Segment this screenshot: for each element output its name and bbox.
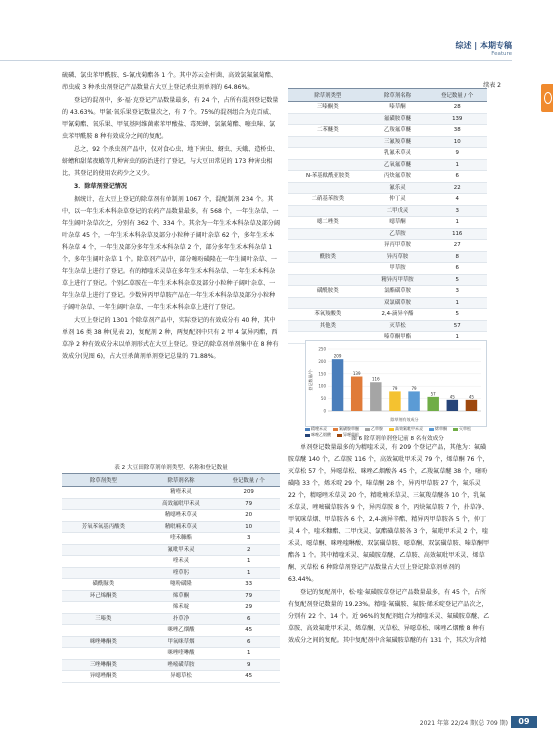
table-row	[62, 636, 280, 648]
table-cell: 209	[217, 487, 280, 499]
table-cell: 3	[427, 286, 487, 298]
table-cell: 噁二唑类	[288, 217, 368, 229]
data-label: 57	[430, 391, 436, 397]
table-cell	[62, 556, 145, 568]
table-cell: 三嗪类	[62, 613, 145, 625]
legend-label: 高效氟吡甲禾灵	[395, 426, 423, 431]
y-tick-label: 50	[320, 396, 326, 402]
table-cell: 其他类	[288, 320, 368, 332]
table-cell: 三氟羧草醚	[368, 136, 428, 148]
table-header: 登记数量 / 个	[427, 89, 487, 102]
table-cell	[288, 228, 368, 240]
table-row	[288, 136, 487, 148]
bar	[427, 397, 438, 411]
table-cell: 苯氧羧酸类	[288, 309, 368, 321]
table-row	[62, 556, 280, 568]
bar	[408, 391, 419, 411]
table-cell	[62, 510, 145, 522]
table-cell: 79	[217, 590, 280, 602]
section-heading: 3．除草剂登记情况	[74, 183, 127, 190]
table-row	[288, 113, 487, 125]
paragraph: 登记的混剂中，多·福·克登记产品数量最多，有 24 个，占所有混剂登记数量的 43.63%。甲氰·氧乐果登记数量次之，有 7 个。75%的混剂组合为克百威、甲氰菊酯、氧乐果、甲氧基阿维菌素苯甲酸盐、毒死蜱、氯氰菊酯、噻虫嗪、氯虫苯甲酰胺 8 种有效成分之间的复配。	[62, 97, 279, 140]
table-cell: 2,4-滴异辛酯	[368, 309, 428, 321]
table-cell: 10	[427, 136, 487, 148]
data-label: 139	[352, 371, 361, 377]
table-cell: 2	[217, 544, 280, 556]
table-row	[288, 194, 487, 206]
table-cell: 20	[217, 510, 280, 522]
table-row	[288, 286, 487, 298]
data-label: 79	[411, 385, 417, 391]
table-cell	[62, 625, 145, 637]
table-row	[62, 602, 280, 614]
table-row	[62, 521, 280, 533]
table-cell: 6	[217, 613, 280, 625]
table-cell: 喹禾灵	[145, 556, 218, 568]
table-row	[288, 309, 487, 321]
table-row	[62, 671, 280, 683]
table-row	[62, 659, 280, 671]
table-cell: 乙草胺	[368, 228, 428, 240]
table-cell: 仲丁灵	[368, 194, 428, 206]
table-cell: 5	[427, 309, 487, 321]
table-cell: 3	[427, 205, 487, 217]
table-cell: 10	[217, 521, 280, 533]
table-row	[62, 544, 280, 556]
table-row	[288, 251, 487, 263]
table-cell: 丙炔氟草胺	[368, 171, 428, 183]
bar	[351, 377, 362, 411]
table-cell: 1	[217, 648, 280, 660]
table-row	[62, 648, 280, 660]
table-cell: 9	[427, 148, 487, 160]
table-row	[62, 510, 280, 522]
legend-label: 氟磺胺草醚	[339, 426, 359, 431]
table-cell: 嗪草酮	[368, 102, 428, 114]
bar	[332, 359, 343, 411]
table-cell: 6	[427, 171, 487, 183]
table-cell: 8	[427, 251, 487, 263]
table-cell	[288, 205, 368, 217]
table-cell: 22	[427, 182, 487, 194]
table-cell: 甲草胺	[368, 263, 428, 275]
table-cell: 环己烯酮类	[62, 590, 145, 602]
table-row	[288, 148, 487, 160]
data-label: 45	[449, 394, 455, 400]
table-cell: 喹草肟	[145, 567, 218, 579]
table-cell: 二硝基苯胺类	[288, 194, 368, 206]
table-cell: 双氯磺草胺	[368, 297, 428, 309]
chart-svg	[306, 341, 486, 426]
table-row	[62, 590, 280, 602]
table-cell	[62, 648, 145, 660]
table-cell: 139	[427, 113, 487, 125]
y-tick-label: 150	[318, 371, 326, 377]
table-cell: 异丙草胺	[368, 251, 428, 263]
table-cell: 二苯醚类	[288, 125, 368, 137]
table-cell: 45	[217, 671, 280, 683]
legend-swatch	[305, 428, 310, 431]
table-header: 除草剂类型	[288, 89, 368, 102]
table-cell	[288, 297, 368, 309]
table-cell: 精吡喃禾草灵	[145, 521, 218, 533]
bar	[389, 391, 400, 411]
table-cell: 甲氧咪草烟	[145, 636, 218, 648]
legend-label: 乙草胺	[371, 426, 383, 431]
table-header: 除草剂名称	[145, 474, 218, 487]
paragraph: 单剂登记数量最多的为精喹禾灵，有 209 个登记产品，其他为：氟磺胺草醚 140 个，乙草胺 116 个，高效氟吡甲禾灵 79 个，烯草酮 76 个，灭草松 57 个，异噁草松、咪唑乙烟酸各 45 个，乙羧氟草醚 38 个，噻吩磺隆 33 个，烯禾啶 29 个，嗪草酮 28 个，异丙甲草胺 27 个，氟乐灵 22 个，精噁唑禾草灵 20 个，精吡喃禾草灵、三氟羧草醚各 10 个，乳氟禾草灵、唑嘧磺草胺各 9 个，异丙草胺 8 个，丙炔氟草胺 7 个，扑草净、甲氧咪草烟、甲草胺各 6 个，2,4-滴异辛酯、精异丙甲草胺各 5 个，仲丁灵 4 个，喹禾糠酯、二甲戊灵、氯酯磺草胺各 3 个，氟吡甲禾灵 2 个，喹禾灵、噁草酮、咪唑喹啉酸、双氯磺草胺、噁草酮、双氯磺草胺、嗪草酮甲酯各 1 个。其中精喹禾灵、氟磺胺草醚、乙草胺、高效氟吡甲禾灵、烯草酮、灭草松 6 种除草剂登记产品数量占大豆上登记除草剂单剂的 63.44%。	[288, 444, 490, 583]
table-cell: 38	[427, 125, 487, 137]
table-cell: 33	[217, 579, 280, 591]
table-cell: 6	[217, 636, 280, 648]
paragraph: 总之，92 个杀虫剂产品中，仅对食心虫、地下害虫、蚜虫、天蛾、造桥虫、蛴螬和甜菜夜蛾等几种害虫的防治进行了登记，与大豆田常见的 173 种害虫相比，其登记的使用农药少之又少。	[62, 146, 279, 177]
paragraph: 据统计，在大豆上登记的除草剂有单制剂 1067 个，混配制剂 234 个。其中，以一年生禾本科杂草登记的农药产品数量最多，有 568 个，一年生杂草、一年生阔叶杂草次之，分别有 362 个、334 个。其余为一年生禾本科杂草及部分阔叶杂草 45 个，一年生禾本科杂草及部分小粒种子阔叶杂草 62 个，多年生禾本科杂草 4 个，一年生及部分多年生禾本科杂草 2 个，部分多年生禾本科杂草 1 个，多年生阔叶杂草 1 个。除草剂产品中，部分噻吩磺隆在一年生阔叶杂草、一年生杂草上进行了登记。有的精喹禾灵草在多年生禾本科杂草、一年生禾本科杂草上进行了登记。个别乙草胺在一年生禾本科杂草及部分小粒种子阔叶杂草、一年生杂草上进行了登记。少数异丙甲草胺产品在一年生禾本科杂草及部分小粒种子阔叶杂草、一年生阔叶杂草、一年生禾本科杂草上进行了登记。	[62, 196, 280, 311]
table-cell: 29	[217, 602, 280, 614]
table-cell: 扑草净	[145, 613, 218, 625]
legend-label: 精喹禾灵	[311, 426, 327, 431]
table-row	[288, 263, 487, 275]
table-row	[288, 102, 487, 114]
page-header	[0, 0, 553, 60]
table-cell	[288, 182, 368, 194]
table-header: 除草剂名称	[368, 89, 428, 102]
table-cell: 4	[427, 194, 487, 206]
table-cell	[288, 274, 368, 286]
table-cell: 精异丙甲草胺	[368, 274, 428, 286]
table-cell	[288, 113, 368, 125]
table-cell	[62, 487, 145, 499]
legend-item	[365, 426, 386, 432]
legend-swatch	[429, 428, 434, 431]
data-label: 45	[468, 394, 474, 400]
table-cell: 1	[427, 159, 487, 171]
table-2-continued	[288, 88, 487, 344]
table-cell: 79	[217, 498, 280, 510]
table-row	[288, 205, 487, 217]
table-cell: 酰胺类	[288, 251, 368, 263]
data-label: 116	[371, 376, 380, 382]
table-row	[288, 171, 487, 183]
table-cell: 精喹禾灵	[145, 487, 218, 499]
table-2	[62, 461, 280, 683]
paragraph: 大豆上登记的 1301 个除草剂产品中，实际登记的有效成分有 40 种，其中单剂 16 类 38 种(见表 2)，复配剂 2 种，两复配剂中只有 2 甲 4 氯异丙酯，西草净 2 种有效成分未以单剂形式在大豆上登记。登记的除草剂单剂集中在 8 种有效成分(见图 6)，占大豆杀菌剂单剂登记总量的 71.88%。	[62, 317, 279, 360]
table-row	[288, 182, 487, 194]
table-cell	[288, 136, 368, 148]
table-cell	[62, 498, 145, 510]
table-cell: 1	[427, 217, 487, 229]
table-cell: 1	[427, 297, 487, 309]
table-cell: 精噁唑禾草灵	[145, 510, 218, 522]
legend-label: 灭草松	[459, 426, 471, 431]
table-cell: 6	[427, 263, 487, 275]
page-number: 09	[511, 716, 537, 728]
table-cell: 9	[217, 659, 280, 671]
legend-item	[429, 426, 450, 432]
table-row	[62, 579, 280, 591]
header-divider	[0, 60, 512, 61]
table-cell: 1	[217, 567, 280, 579]
table-cell: 异噁唑酮类	[62, 671, 145, 683]
issue-info: 2021 年第 22/24 期(总 709 期)	[419, 720, 508, 727]
table-cell: 氟吡甲禾灵	[145, 544, 218, 556]
table-cell: 5	[427, 274, 487, 286]
y-tick-label: 250	[318, 346, 326, 352]
table-row	[62, 625, 280, 637]
table-cell: 57	[427, 320, 487, 332]
table-cell: 咪唑啉酮类	[62, 636, 145, 648]
table-row	[62, 487, 280, 499]
y-axis-label: 登记数量/个	[308, 369, 313, 391]
table-cell: 噻吩磺隆	[145, 579, 218, 591]
table-row	[62, 567, 280, 579]
table-cell	[288, 263, 368, 275]
table-cell: 烯草酮	[145, 590, 218, 602]
table-cell: 灭草松	[368, 320, 428, 332]
legend-label: 异噁草松	[343, 432, 359, 437]
table-cell: 3	[217, 533, 280, 545]
legend-swatch	[333, 428, 338, 431]
y-tick-label: 200	[318, 358, 326, 364]
table-cell	[62, 533, 145, 545]
table-cell: 磺酰脲类	[62, 579, 145, 591]
legend-item	[453, 426, 474, 432]
y-tick-label: 0	[323, 408, 326, 414]
table-cell: 1	[427, 332, 487, 344]
legend-label: 烯草酮	[435, 426, 447, 431]
table-cell: 乙氧氟草醚	[368, 159, 428, 171]
table-header: 除草剂类型	[62, 474, 145, 487]
table-cell: 磺酰胺类	[288, 286, 368, 298]
table-row	[288, 125, 487, 137]
bar-chart	[305, 340, 487, 427]
table-caption: 表 2 大豆田除草剂单剂类型、名称和登记数量	[114, 465, 228, 471]
legend-swatch	[365, 428, 370, 431]
table-row	[288, 228, 487, 240]
table-cell	[62, 602, 145, 614]
page-footer	[0, 717, 553, 732]
table-row	[288, 297, 487, 309]
table-cell: 噁草酮	[368, 217, 428, 229]
table-row	[62, 533, 280, 545]
table-cell: 氟乐灵	[368, 182, 428, 194]
table-row	[288, 320, 487, 332]
x-axis-label: 除草剂有效成分	[390, 417, 419, 422]
side-tab-icon	[541, 84, 553, 112]
legend-label: 咪唑乙烟酸	[311, 432, 331, 437]
table-cell	[62, 567, 145, 579]
table-row	[288, 217, 487, 229]
table-cell: 嗪草酮甲酯	[368, 332, 428, 344]
table-cell	[288, 240, 368, 252]
table-header: 登记数量 / 个	[217, 474, 280, 487]
table-cell: 三唑啉酮类	[62, 659, 145, 671]
table-cell: 45	[217, 625, 280, 637]
table	[288, 88, 487, 344]
table-row	[62, 613, 280, 625]
data-label: 209	[333, 353, 342, 359]
table-cell: 异丙甲草胺	[368, 240, 428, 252]
bar	[447, 400, 458, 411]
section-subtitle: Feature	[491, 51, 512, 57]
bar	[370, 382, 381, 411]
table-cell: 咪唑喹啉酸	[145, 648, 218, 660]
paragraph: 登记的复配剂中，松·喹·氟磺胺草登记产品数量最多，有 45 个，占所有复配剂登记数量的 19.23%。精喹·氟磺胺、氟胺·烯禾啶登记产品次之，分别有 22 个、14 个。近 96%的复配剂组合为精喹禾灵、氟磺胺草醚、乙草胺、高效氟吡甲禾灵、烯草酮、灭草松、异噁草松、咪唑乙烟酸 8 种有效成分之间的复配。其中复配剂中含氟磺胺草醚的有 131 个，其次为含精	[288, 589, 490, 644]
table-cell	[288, 159, 368, 171]
table-cell: 1	[217, 556, 280, 568]
table-cell: 乙羧氟草醚	[368, 125, 428, 137]
table-row	[62, 498, 280, 510]
chart-caption: 图 6 除草剂单剂登记前 8 名有效成分	[351, 436, 444, 442]
legend-swatch	[453, 428, 458, 431]
section-title: 综述 | 本期专稿	[455, 41, 512, 50]
table-cell: 烯禾啶	[145, 602, 218, 614]
data-label: 79	[392, 385, 398, 391]
table-row	[288, 159, 487, 171]
table-row	[288, 274, 487, 286]
legend-swatch	[389, 428, 394, 431]
legend-item	[389, 426, 426, 432]
table-cell: 116	[427, 228, 487, 240]
table-cell: 异噁草松	[145, 671, 218, 683]
table-cell: 咪唑乙烟酸	[145, 625, 218, 637]
bar	[466, 400, 477, 411]
table-continued-label: 续表 2	[483, 82, 501, 89]
table-cell	[288, 148, 368, 160]
table-cell: 高效氟吡甲禾灵	[145, 498, 218, 510]
table-cell: 氟磺胺草醚	[368, 113, 428, 125]
table	[62, 473, 280, 683]
table-cell: 28	[427, 102, 487, 114]
table-cell: 27	[427, 240, 487, 252]
left-column	[62, 70, 280, 364]
table-cell: 芳氧苯氧基丙酸类	[62, 521, 145, 533]
table-cell: 三嗪酮类	[288, 102, 368, 114]
table-cell	[62, 544, 145, 556]
table-cell: 乳氟禾草灵	[368, 148, 428, 160]
table-cell: 氯酯磺草胺	[368, 286, 428, 298]
table-row	[288, 240, 487, 252]
table-cell: 喹禾糠酯	[145, 533, 218, 545]
table-cell: N-苯基酞酰亚胺类	[288, 171, 368, 183]
table-cell: 唑嘧磺草胺	[145, 659, 218, 671]
y-tick-label: 100	[318, 383, 326, 389]
paragraph: 硫磷、氯虫苯甲酰胺、S-氰戊菊酯各 1 个。其中苏云金杆菌、高效氯氟氰菊酯、茚虫威 3 种杀虫剂登记产品数量占大豆上登记杀虫剂单剂的 64.86%。	[62, 72, 277, 91]
right-column	[288, 442, 490, 648]
table-cell: 二甲戊灵	[368, 205, 428, 217]
